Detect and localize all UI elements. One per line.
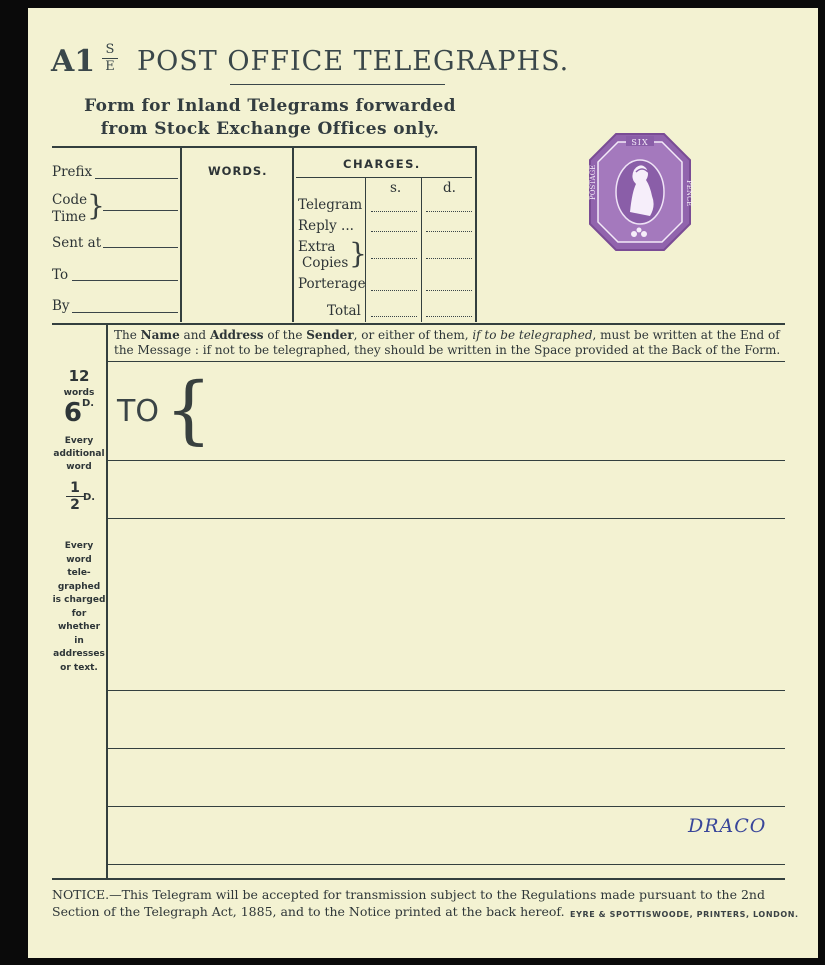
- printer-imprint: EYRE & SPOTTISWOODE, PRINTERS, LONDON.: [570, 910, 799, 919]
- porterage-d-field[interactable]: [426, 290, 472, 291]
- table-divider-3: [475, 146, 477, 322]
- note-line-10: or text.: [60, 662, 98, 673]
- subtitle-line-2: from Stock Exchange Offices only.: [100, 119, 440, 139]
- note-line-2: word: [66, 554, 92, 565]
- note-line-8: in: [74, 635, 84, 646]
- note-line-5: is charged: [52, 595, 106, 605]
- charges-row-copies: Copies: [302, 255, 349, 271]
- message-line-6[interactable]: [108, 864, 785, 865]
- notice-line-1: NOTICE.—This Telegram will be accepted for transmission subject to the Regulations made pursuant to the 2nd: [52, 887, 765, 902]
- to-brace: {: [165, 367, 213, 453]
- copies-s-field[interactable]: [371, 258, 417, 259]
- charges-header: CHARGES.: [343, 157, 421, 171]
- porterage-s-field[interactable]: [371, 290, 417, 291]
- code-time-brace: }: [87, 189, 105, 222]
- rate-every-word-note: [52, 540, 106, 675]
- rate-price-unit: D.: [81, 398, 95, 409]
- note-line-1: Every: [64, 541, 94, 551]
- charges-col-pence: d.: [443, 180, 456, 196]
- instructions-rule: [108, 361, 785, 362]
- charges-row-total: Total: [327, 303, 361, 319]
- note-line-3: tele-: [67, 568, 91, 578]
- rate-words-count: 12: [68, 367, 90, 385]
- reply-s-field[interactable]: [371, 231, 417, 232]
- sender-instructions: [114, 328, 790, 358]
- sender-note-text-1: The: [114, 328, 141, 342]
- rate-additional-text: additional: [53, 449, 105, 459]
- field-time-label: Time: [52, 209, 87, 225]
- stamp-right-text: PENCE: [685, 180, 693, 207]
- table-divider-2: [292, 146, 294, 322]
- rate-half-denominator: 2: [66, 496, 84, 513]
- rate-every-text: Every: [64, 436, 94, 446]
- telegram-d-field[interactable]: [426, 211, 472, 212]
- field-by-line[interactable]: [72, 312, 178, 313]
- field-code-time-line[interactable]: [103, 210, 178, 211]
- page-title: POST OFFICE TELEGRAPHS.: [137, 46, 570, 77]
- sender-note-italic: if to be telegraphed: [472, 328, 593, 342]
- charges-header-rule: [296, 177, 472, 178]
- message-line-5[interactable]: [108, 806, 785, 807]
- office-mark-top: S: [105, 42, 115, 57]
- words-column-header: WORDS.: [208, 164, 268, 178]
- rate-every-additional: [52, 435, 106, 474]
- sender-note-line-2: the Message : if not to be telegraphed, they should be written in the Space provided at the Back of the Form.: [114, 343, 781, 357]
- office-mark-bottom: E: [105, 59, 115, 74]
- field-sent-at-line[interactable]: [103, 247, 178, 248]
- to-label: TO: [117, 394, 159, 429]
- copies-d-field[interactable]: [426, 258, 472, 259]
- rate-half-unit: D.: [83, 492, 96, 503]
- rates-column-divider: [106, 323, 108, 879]
- table-top-rule: [52, 146, 476, 148]
- message-line-1[interactable]: [108, 460, 785, 461]
- sender-note-text-4: , or either of them,: [353, 328, 473, 342]
- field-prefix-label: Prefix: [52, 164, 93, 180]
- table-divider-1: [180, 146, 182, 322]
- form-code: A1: [51, 44, 96, 79]
- title-underline: [230, 84, 445, 85]
- charges-col-shillings: s.: [390, 180, 402, 196]
- rate-half-fraction: [66, 480, 84, 513]
- rate-words-label: words: [63, 388, 95, 398]
- charges-row-porterage: Porterage: [298, 276, 366, 292]
- sender-note-text-3: of the: [263, 328, 307, 342]
- field-code-label: Code: [52, 192, 88, 208]
- note-line-6: for: [71, 608, 87, 619]
- draco-handstamp: DRACO: [688, 815, 767, 837]
- six-pence-postage-stamp: [586, 130, 694, 254]
- rate-price: [52, 398, 106, 428]
- total-d-field[interactable]: [426, 316, 472, 317]
- rate-half-numerator: 1: [70, 480, 80, 496]
- message-line-2[interactable]: [108, 518, 785, 519]
- reply-d-field[interactable]: [426, 231, 472, 232]
- field-sent-at-label: Sent at: [52, 235, 102, 251]
- sender-note-text-2: and: [179, 328, 210, 342]
- message-line-4[interactable]: [108, 748, 785, 749]
- message-area-top-rule: [52, 323, 785, 325]
- subtitle-line-1: Form for Inland Telegrams forwarded: [84, 96, 456, 116]
- office-mark: [102, 42, 118, 75]
- note-line-4: graphed: [57, 581, 101, 592]
- message-area-bottom-rule: [52, 878, 785, 880]
- charges-row-extra: Extra: [298, 239, 336, 255]
- rate-word-text: word: [66, 462, 92, 472]
- charges-col-divider-2: [421, 177, 422, 322]
- field-to-label: To: [52, 267, 69, 283]
- sender-note-text-5: , must be written at the End of: [592, 328, 780, 342]
- field-to-line[interactable]: [72, 280, 178, 281]
- rate-price-value: 6: [63, 398, 82, 428]
- charges-row-reply: Reply ...: [298, 218, 354, 234]
- stamp-left-text: POSTAGE: [589, 164, 597, 200]
- charges-row-telegram: Telegram: [298, 197, 363, 213]
- field-prefix-line[interactable]: [95, 178, 178, 179]
- field-by-label: By: [52, 298, 70, 314]
- total-s-field[interactable]: [371, 316, 417, 317]
- stamp-top-text: SIX: [631, 138, 649, 147]
- sender-note-sender: Sender: [306, 328, 354, 342]
- note-line-9: addresses: [53, 649, 105, 659]
- note-line-7: whether: [57, 622, 101, 632]
- notice-line-2: Section of the Telegraph Act, 1885, and to the Notice printed at the back hereof.: [52, 904, 565, 919]
- extra-copies-brace: }: [349, 237, 367, 270]
- telegram-s-field[interactable]: [371, 211, 417, 212]
- sender-note-name: Name: [140, 328, 180, 342]
- message-line-3[interactable]: [108, 690, 785, 691]
- sender-note-address: Address: [209, 328, 264, 342]
